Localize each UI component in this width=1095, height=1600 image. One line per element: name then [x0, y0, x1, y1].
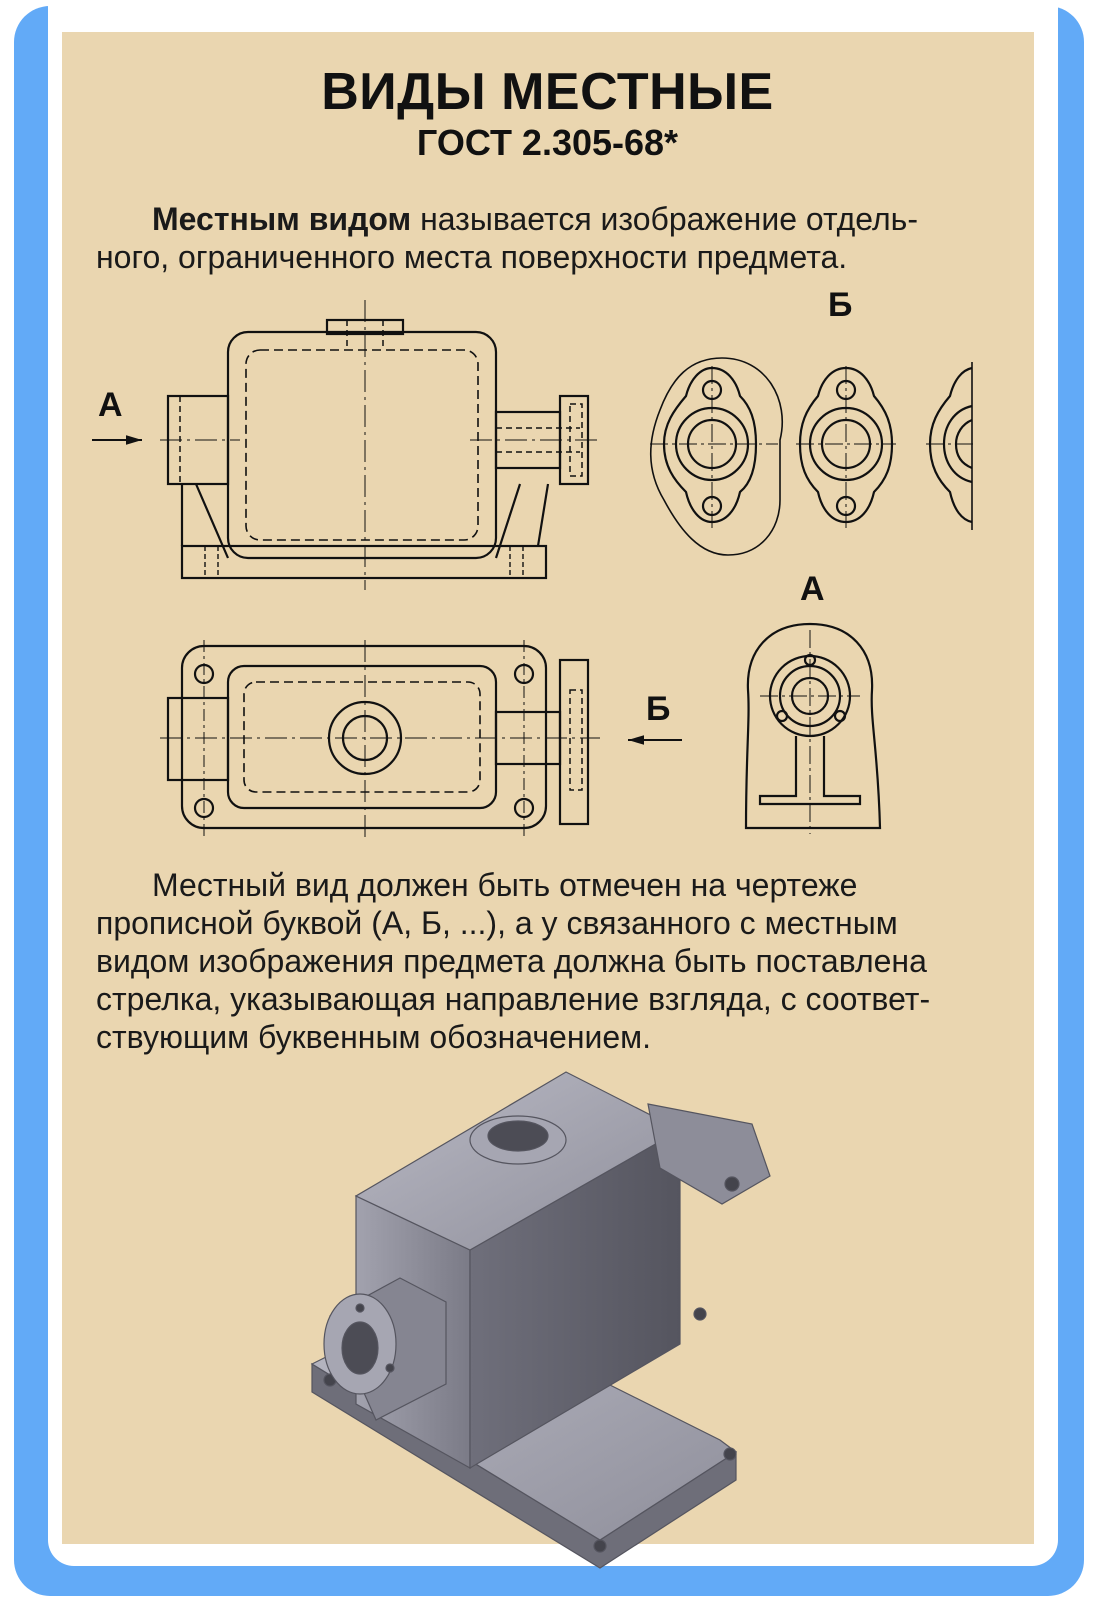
view-a-partial: [746, 624, 880, 834]
definition-line-2: ного, ограниченного места поверхности предмета.: [96, 239, 848, 275]
label-arrow-b: Б: [646, 690, 671, 728]
label-view-b: Б: [828, 286, 853, 324]
front-view: [160, 300, 600, 590]
rule-line-3: видом изображения предмета должна быть поставлена: [96, 943, 927, 979]
rule-line-2: прописной буквой (А, Б, ...), а у связанного с местным: [96, 905, 898, 941]
definition-line-1-rest: называется изображение отдель-: [411, 201, 918, 237]
page-title: ВИДЫ МЕСТНЫЕ: [321, 63, 774, 121]
isometric-model: [312, 1072, 770, 1568]
label-arrow-a: А: [98, 386, 123, 424]
rule-line-1: Местный вид должен быть отмечен на чертеже: [152, 867, 858, 903]
rule-line-4: стрелка, указывающая направление взгляда, с соответ-: [96, 981, 931, 1017]
rule-line-5: ствующим буквенным обозначением.: [96, 1019, 652, 1055]
top-view: [160, 640, 600, 840]
definition-term: Местным видом: [152, 201, 412, 237]
view-b-flanges: [650, 358, 976, 555]
gost-subtitle: ГОСТ 2.305-68*: [416, 122, 679, 163]
rule-paragraph: [96, 866, 1016, 1056]
label-view-a: А: [800, 570, 825, 608]
